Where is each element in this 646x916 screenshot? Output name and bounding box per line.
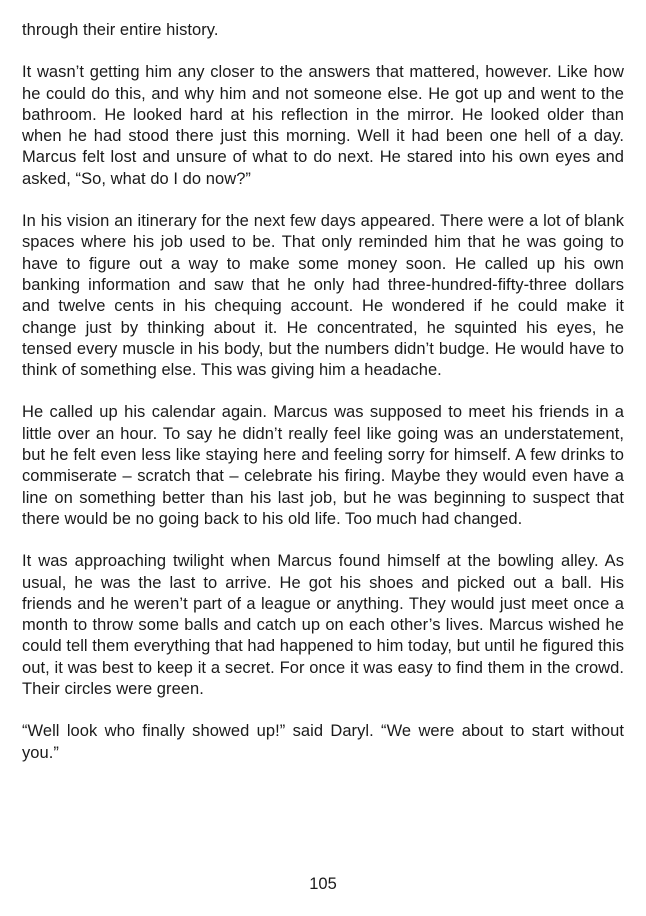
paragraph: “Well look who finally showed up!” said Daryl. “We were about to start without you.” [22,722,624,762]
page-number: 105 [309,875,337,893]
page-body [22,20,624,785]
paragraph: through their entire history. [22,21,219,39]
paragraph: It wasn’t getting him any closer to the answers that mattered, however. Like how he could do this, and why him and not someone else. He got up and went to the bathroom. He looked hard at his reflection in the mirror. He looked older than when he had stood there just this morning. Well it had been one hell of a day. Marcus felt lost and unsure of what to do next. He stared into his own eyes and asked, “So, what do I do now?” [22,63,624,188]
paragraph: In his vision an itinerary for the next few days appeared. There were a lot of blank spaces where his job used to be. That only reminded him that he was going to have to figure out a way to make some money soon. He called up his own banking information and saw that he only had three-hundred-fifty-three dollars and twelve cents in his chequing account. He wondered if he could make it change just by thinking about it. He concentrated, he squinted his eyes, he tensed every muscle in his body, but the numbers didn’t budge. He would have to think of something else. This was giving him a headache. [22,212,624,380]
paragraph: He called up his calendar again. Marcus was supposed to meet his friends in a little over an hour. To say he didn’t really feel like going was an understatement, but he felt even less like staying here and feeling sorry for himself. A few drinks to commiserate – scratch that – celebrate his firing. Maybe they would even have a line on something better than his last job, but he was beginning to suspect that there would be no going back to his old life. Too much had changed. [22,403,624,528]
paragraph: It was approaching twilight when Marcus found himself at the bowling alley. As usual, he was the last to arrive. He got his shoes and picked out a ball. His friends and he weren’t part of a league or anything. They would just meet once a month to throw some balls and catch up on each other’s lives. Marcus wished he could tell them everything that had happened to him today, but until he figured this out, it was best to keep it a secret. For once it was easy to find them in the crowd. Their circles were green. [22,552,624,699]
